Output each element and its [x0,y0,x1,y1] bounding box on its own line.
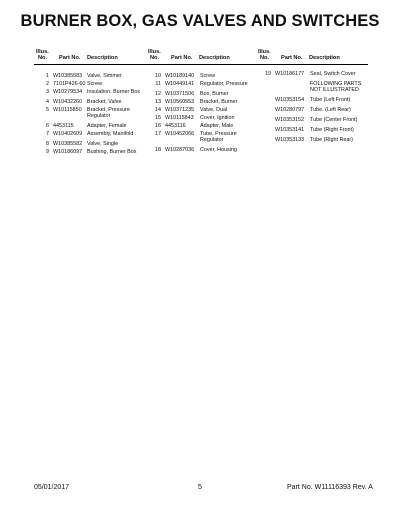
part-no: W10279534 [53,89,83,95]
illus-no: 16 [155,123,161,129]
illus-no: 11 [155,81,161,87]
description: Tube (Right Front) [310,127,354,133]
parts-column-2 [146,44,258,153]
description: Bracket, Pressure Regulator [87,107,130,119]
description: Tube, Pressure Regulator [200,131,237,143]
part-no: 4453115 [53,123,74,129]
part-no: W10115850 [53,107,82,113]
illus-no: 6 [46,123,49,129]
part-no: 4453116 [165,123,186,129]
column-header [34,44,146,65]
illus-no: 17 [155,131,161,137]
description: Screw [200,73,215,79]
description: Cover, Ignition [200,115,235,121]
parts-column-3 [256,44,368,143]
illus-no: 14 [155,107,161,113]
header-no: No. [38,55,48,61]
description: Regulator, Pressure [200,81,248,87]
header-illus: Illus. [258,49,271,55]
description: Insulation, Burner Box [87,89,141,95]
part-no: W10385582 [53,141,83,147]
part-no: W10371506 [165,91,195,97]
illus-no: 15 [155,115,161,121]
description: Valve, Single [87,141,119,147]
part-no: 7101P426-60 [53,81,86,87]
page-title: BURNER BOX, GAS VALVES AND SWITCHES [20,12,380,30]
description: Tube (Right Rear) [310,137,353,143]
illus-no: 8 [46,141,49,147]
header-part-no: Part No. [171,55,193,61]
illus-no: 19 [265,71,271,77]
description: Adapter, Male [200,123,234,129]
footer-page-number: 5 [198,484,202,491]
part-no: W10287036 [165,147,195,153]
illus-no: 18 [155,147,161,153]
illus-no: 5 [46,107,49,113]
parts-column-1 [34,44,146,155]
part-no: W10115843 [165,115,194,121]
description: Tube (Left Front) [310,97,351,103]
part-no: W10452066 [165,131,195,137]
illus-no: 7 [46,131,49,137]
footer-date: 05/01/2017 [34,484,70,491]
part-no: W10353154 [275,97,305,103]
illus-no: 10 [155,73,161,79]
illus-no: 4 [46,99,49,105]
part-no: W10402609 [53,131,83,137]
part-no: W10353152 [275,117,305,123]
footer-part-number: Part No. W11116393 Rev. A [287,484,373,491]
part-no: W10353141 [275,127,305,133]
illus-no: 1 [46,73,49,79]
description: Seal, Switch Cover [310,71,356,77]
header-description: Description [87,55,118,61]
part-no: W10353133 [275,137,305,143]
illus-no: 2 [46,81,49,87]
part-no: W10449141 [165,81,195,87]
part-no: W10371235 [165,107,195,113]
description: Box, Burner [200,91,229,97]
part-no: W10560553 [165,99,195,105]
description: Bracket, Valve [87,99,122,105]
part-no: W10385583 [53,73,83,79]
part-no: W10432260 [53,99,83,105]
header-description: Description [309,55,340,61]
header-part-no: Part No. [281,55,303,61]
column-header [256,44,368,65]
description: Bushing, Burner Box [87,149,137,155]
description: Valve, Simmer [87,73,122,79]
header-no: No. [150,55,160,61]
header-illus: Illus. [148,49,161,55]
column-header [146,44,258,65]
description: Assembly, Manifold [87,131,134,137]
description: Adapter, Female [87,123,127,129]
part-no: W10189140 [165,73,195,79]
header-description: Description [199,55,230,61]
description: Screw [87,81,102,87]
header-illus: Illus. [36,49,49,55]
illus-no: 9 [46,149,49,155]
description: Tube. (Left Rear) [310,107,351,113]
illus-no: 13 [155,99,161,105]
description: Cover, Housing [200,147,237,153]
description: Tube (Center Front) [310,117,358,123]
not-illustrated-note: FOLLOWING PARTS NOT ILLUSTRATED [310,81,362,93]
description: Valve, Dual [200,107,228,113]
header-no: No. [260,55,270,61]
header-part-no: Part No. [59,55,81,61]
description: Bracket, Burner [200,99,238,105]
illus-no: 12 [155,91,161,97]
part-no: W10186097 [53,149,83,155]
illus-no: 3 [46,89,49,95]
part-no: W10186177 [275,71,305,77]
part-no: W10280797 [275,107,305,113]
